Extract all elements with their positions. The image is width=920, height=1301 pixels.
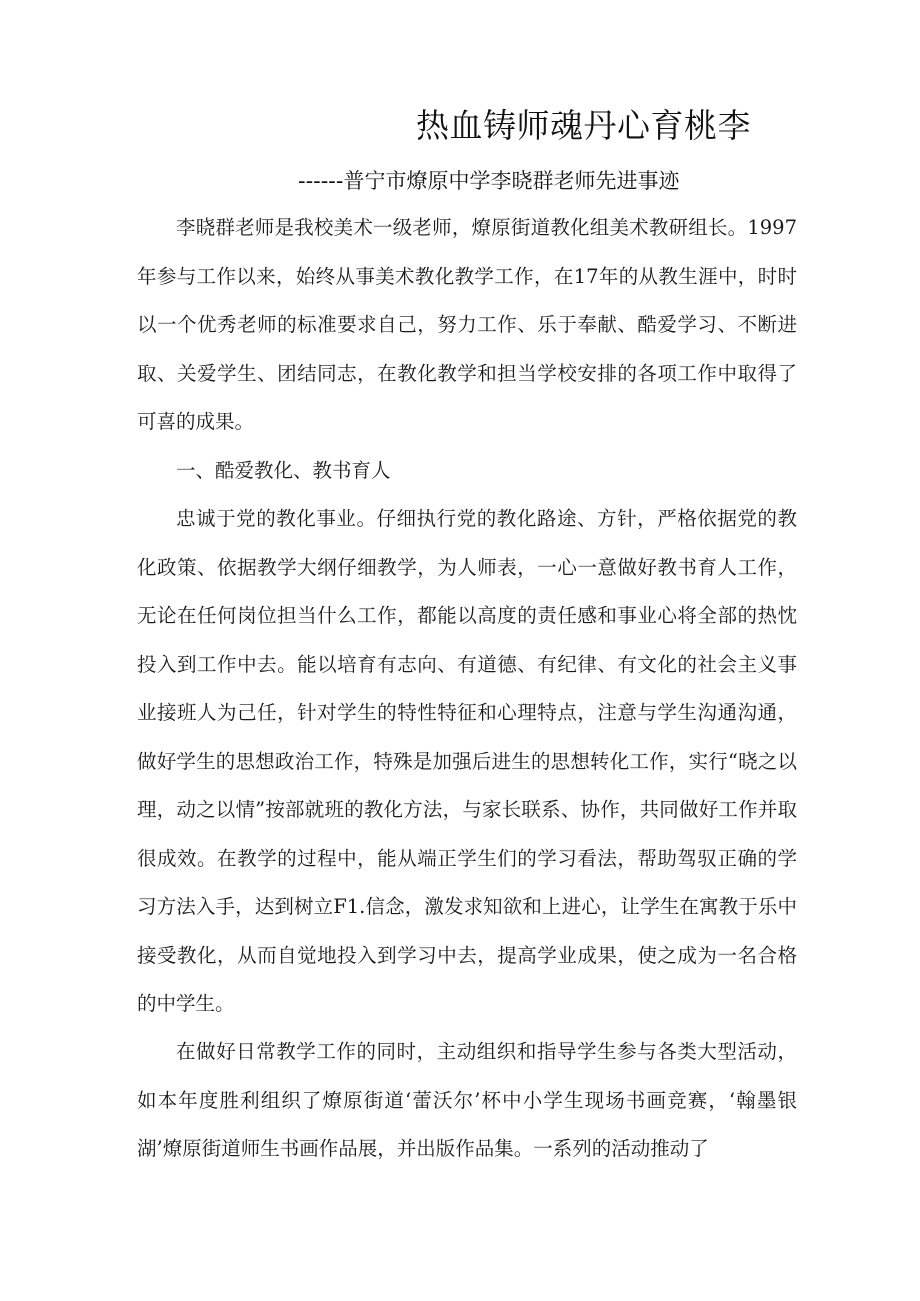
document-title: 热血铸师魂丹心育桃李 <box>416 106 751 145</box>
document-subtitle: ------普宁市燎原中学李晓群老师先进事迹 <box>298 169 680 193</box>
paragraph-activities: 在做好日常教学工作的同时，主动组织和指导学生参与各类大型活动，如本年度胜利组织了燎原街道‘蕾沃尔’杯中小学生现场书画竞赛，‘翰墨银湖’燎原街道师生书画作品展，并出版作品集。一系列的活动推动了 <box>137 1040 797 1160</box>
paragraph-intro: 李晓群老师是我校美术一级老师，燎原街道教化组美术教研组长。1997年参与工作以来，始终从事美术教化教学工作，在17年的从教生涯中，时时以一个优秀老师的标准要求自己，努力工作、乐于奉献、酷爱学习、不断进取、关爱学生、团结同志，在教化教学和担当学校安排的各项工作中取得了可喜的成果。 <box>137 216 797 433</box>
paragraph-loyalty: 忠诚于党的教化事业。仔细执行党的教化路途、方针，严格依据党的教化政策、依据教学大纲仔细教学，为人师表，一心一意做好教书育人工作，无论在任何岗位担当什么工作，都能以高度的责任感和事业心将全部的热忱投入到工作中去。能以培育有志向、有道德、有纪律、有文化的社会主义事业接班人为己任，针对学生的特性特征和心理特点，注意与学生沟通沟通，做好学生的思想政治工作，特殊是加强后进生的思想转化工作，实行“晓之以理，动之以情”按部就班的教化方法，与家长联系、协作，共同做好工作并取很成效。在教学的过程中，能从端正学生们的学习看法，帮助驾驭正确的学习方法入手，达到树立F1.信念，激发求知欲和上进心，让学生在寓教于乐中接受教化，从而自觉地投入到学习中去，提高学业成果，使之成为一名合格的中学生。 <box>137 507 797 1015</box>
section-heading-1: 一、酷爱教化、教书育人 <box>176 459 391 482</box>
